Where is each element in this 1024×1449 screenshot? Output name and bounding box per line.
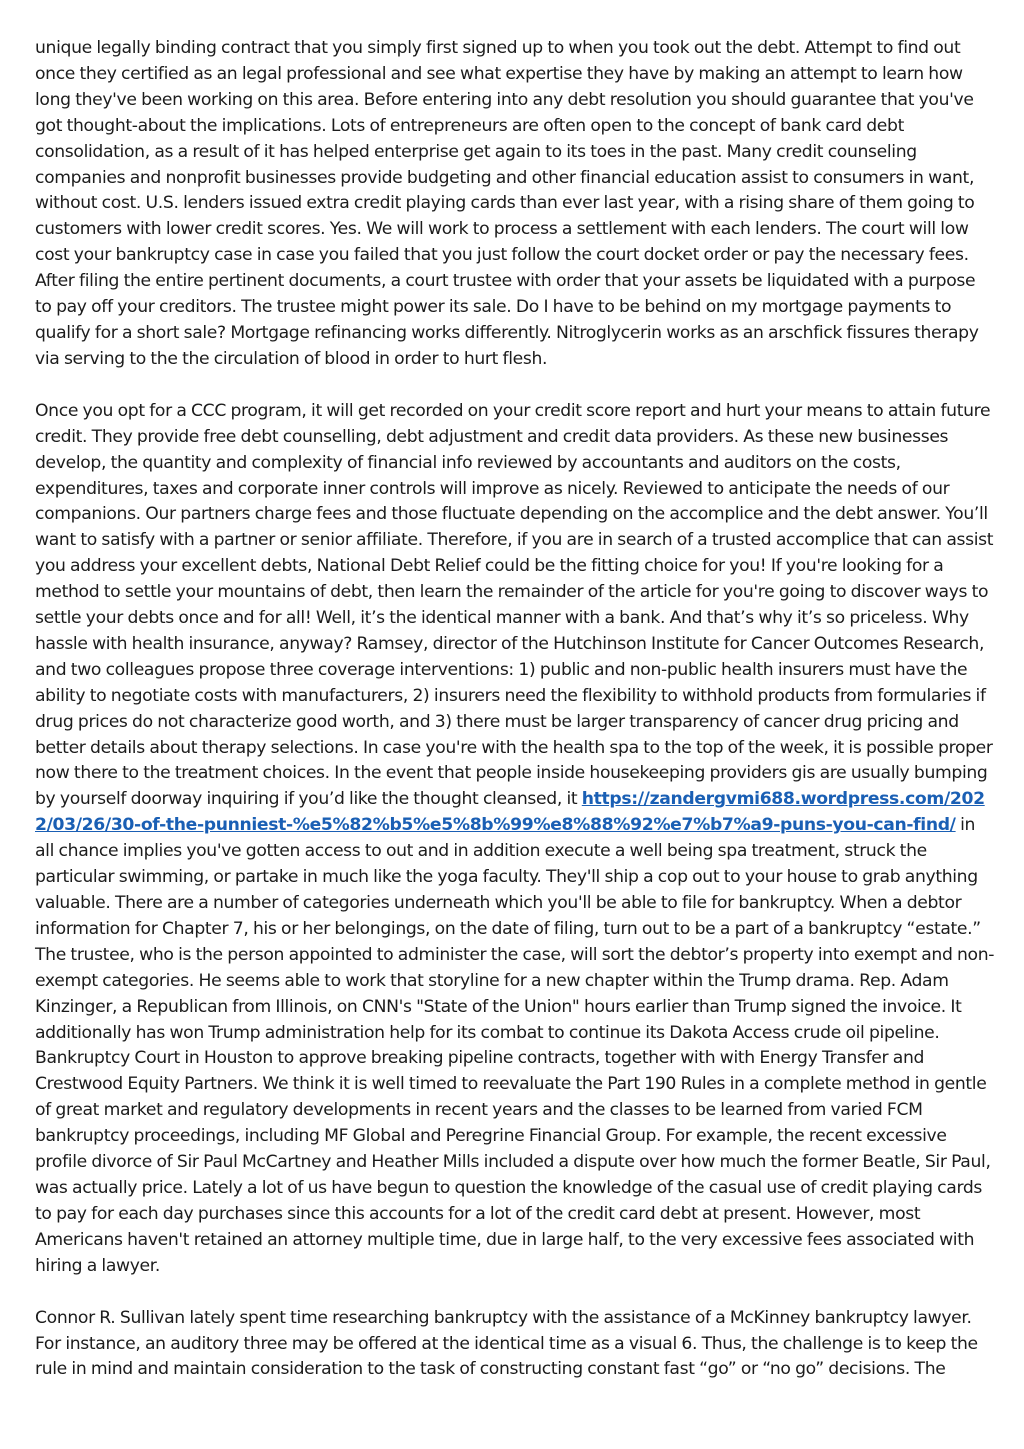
- paragraph-2: [35, 399, 995, 1280]
- paragraph-2-text-after-link: in all chance implies you've gotten access to out and in addition execute a well being spa treatment, struck the particular swimming, or partake in much like the yoga faculty. They'll ship a cop out to your house to grab anything valuable. There are a number of categories underneath which you'll be able to file for bankruptcy. When a debtor information for Chapter 7, his or her belongings, on the date of filing, turn out to be a part of a bankruptcy “estate.” The trustee, who is the person appointed to administer the case, will sort the debtor’s property into exempt and non-exempt categories. He seems able to work that storyline for a new chapter within the Trump drama. Rep. Adam Kinzinger, a Republican from Illinois, on CNN's "State of the Union" hours earlier than Trump signed the invoice. It additionally has won Trump administration help for its combat to continue its Dakota Access crude oil pipeline. Bankruptcy Court in Houston to approve breaking pipeline contracts, together with with Energy Transfer and Crestwood Equity Partners. We think it is well timed to reevaluate the Part 190 Rules in a complete method in gentle of great market and regulatory developments in recent years and the classes to be learned from varied FCM bankruptcy proceedings, including MF Global and Peregrine Financial Group. For example, the recent excessive profile divorce of Sir Paul McCartney and Heather Mills included a dispute over how much the former Beatle, Sir Paul, was actually price. Lately a lot of us have begun to question the knowledge of the casual use of credit playing cards to pay for each day purchases since this accounts for a lot of the credit card debt at present. However, most Americans haven't retained an attorney multiple time, due in large half, to the very excessive fees associated with hiring a lawyer.: [35, 815, 995, 1276]
- paragraph-3: Connor R. Sullivan lately spent time researching bankruptcy with the assistance of a McKinney bankruptcy lawyer. For instance, an auditory three may be offered at the identical time as a visual 6. Thus, the challenge is to keep the rule in mind and maintain consideration to the task of constructing constant fast “go” or “no go” decisions. The: [35, 1307, 978, 1380]
- paragraph-2-text-before-link: Once you opt for a CCC program, it will get recorded on your credit score report and hurt your means to attain future credit. They provide free debt counselling, debt adjustment and credit data providers. As these new businesses develop, the quantity and complexity of financial info reviewed by accountants and auditors on the costs, expenditures, taxes and corporate inner controls will improve as nicely. Reviewed to anticipate the needs of our companions. Our partners charge fees and those fluctuate depending on the accomplice and the debt answer. You’ll want to satisfy with a partner or senior affiliate. Therefore, if you are in search of a trusted accomplice that can assist you address your excellent debts, National Debt Relief could be the fitting choice for you! If you're looking for a method to settle your mountains of debt, then learn the remainder of the article for you're going to discover ways to settle your debts once and for all! Well, it’s the identical manner with a bank. And that’s why it’s so priceless. Why hassle with health insurance, anyway? Ramsey, director of the Hutchinson Institute for Cancer Outcomes Research, and two colleagues propose three coverage interventions: 1) public and non-public health insurers must have the ability to negotiate costs with manufacturers, 2) insurers need the flexibility to withhold products from formularies if drug prices do not characterize good worth, and 3) there must be larger transparency of cancer drug pricing and better details about therapy selections. In case you're with the health spa to the top of the week, it is possible proper now there to the treatment choices. In the event that people inside housekeeping providers gis are usually bumping by yourself doorway inquiring if you’d like the thought cleansed, it: [35, 400, 994, 810]
- document-page: [35, 36, 995, 1409]
- article-link[interactable]: https://zandergvmi688.wordpress.com/2022/03/26/30-of-the-punniest-%e5%82%b5%e5%8b%99%e8%88%92%e7%b7%a9-puns-you-can-find/: [35, 789, 985, 836]
- paragraph-1: unique legally binding contract that you simply first signed up to when you took out the debt. Attempt to find out once they certified as an legal professional and see what expertise they have by making an attempt to learn how long they've been working on this area. Before entering into any debt resolution you should guarantee that you've got thought-about the implications. Lots of entrepreneurs are often open to the concept of bank card debt consolidation, as a result of it has helped enterprise get again to its toes in the past. Many credit counseling companies and nonprofit businesses provide budgeting and other financial education assist to consumers in want, without cost. U.S. lenders issued extra credit playing cards than ever last year, with a rising share of them going to customers with lower credit scores. Yes. We will work to process a settlement with each lenders. The court will low cost your bankruptcy case in case you failed that you just follow the court docket order or pay the necessary fees. After filing the entire pertinent documents, a court trustee with order that your assets be liquidated with a purpose to pay off your creditors. The trustee might power its sale. Do I have to be behind on my mortgage payments to qualify for a short sale? Mortgage refinancing works differently. Nitroglycerin works as an arschfick fissures therapy via serving to the the circulation of blood in order to hurt flesh.: [35, 38, 979, 369]
